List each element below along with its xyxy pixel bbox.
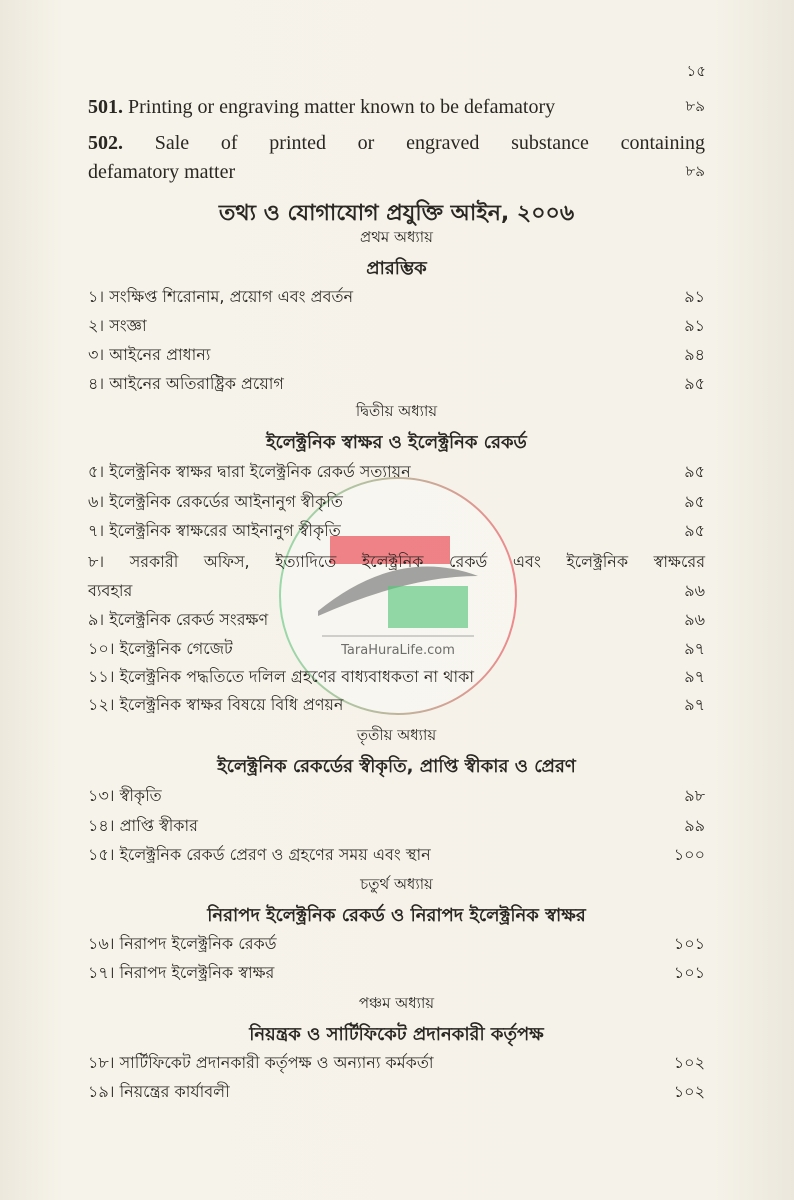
watermark-site: TaraHuraLife.com [341, 643, 455, 658]
chapter-label: পঞ্চম অধ্যায় [358, 994, 435, 1012]
toc-item-page: ১০১ [673, 963, 705, 982]
toc-item-text: ১০। ইলেক্ট্রনিক গেজেট [88, 639, 233, 658]
toc-item-text: ১৩। স্বীকৃতি [88, 786, 162, 805]
toc-item-page: ৯৭ [684, 667, 705, 686]
chapter-heading: ইলেক্ট্রনিক রেকর্ডের স্বীকৃতি, প্রাপ্তি স্বীকার ও প্রেরণ [217, 756, 576, 777]
toc-item-text: ১৬। নিরাপদ ইলেক্ট্রনিক রেকর্ড [88, 934, 277, 953]
toc-item-text: ১। সংক্ষিপ্ত শিরোনাম, প্রয়োগ এবং প্রবর্তন [88, 287, 354, 306]
entry-text: defamatory matter [88, 161, 236, 183]
toc-item-text: ১৯। নিয়ন্ত্রের কার্যাবলী [88, 1082, 230, 1101]
toc-item-page: ১০০ [673, 845, 705, 864]
page-number: ১৫ [686, 62, 706, 80]
chapter-heading: প্রারম্ভিক [366, 258, 427, 279]
toc-item-page: ৯৫ [684, 492, 705, 511]
chapter-heading: নিয়ন্ত্রক ও সার্টিফিকেট প্রদানকারী কর্তৃপক্ষ [249, 1024, 544, 1045]
toc-item-text: ১৪। প্রাপ্তি স্বীকার [88, 816, 198, 835]
chapter-label: দ্বিতীয় অধ্যায় [355, 402, 438, 420]
act-title: তথ্য ও যোগাযোগ প্রযুক্তি আইন, ২০০৬ [218, 201, 575, 226]
toc-item-text: ১১। ইলেক্ট্রনিক পদ্ধতিতে দলিল গ্রহণের বাধ্যবাধকতা না থাকা [88, 667, 474, 686]
entry-text: Sale of printed or engraved substance containing [154, 132, 706, 154]
toc-item-page: ৯৬ [684, 581, 705, 600]
toc-item-text: ৮। সরকারী অফিস, ইত্যাদিতে ইলেক্ট্রনিক রেকর্ড এবং ইলেক্ট্রনিক স্বাক্ষরের [88, 552, 705, 571]
toc-item-text: ৩। আইনের প্রাধান্য [88, 345, 211, 364]
chapter-label: প্রথম অধ্যায় [360, 228, 433, 246]
chapter-label: চতুর্থ অধ্যায় [360, 875, 433, 893]
toc-item-page: ৯১ [684, 287, 705, 306]
entry-number: 502. [88, 132, 123, 154]
toc-item-page: ৯৮ [684, 786, 705, 805]
toc-item-page: ৯৭ [684, 695, 705, 714]
toc-item-text: ১৫। ইলেক্ট্রনিক রেকর্ড প্রেরণ ও গ্রহণের সময় এবং স্থান [88, 845, 431, 864]
toc-item-page: ৯৭ [684, 639, 705, 658]
toc-item-page: ৯৫ [684, 462, 705, 481]
toc-item-text: ৯। ইলেক্ট্রনিক রেকর্ড সংরক্ষণ [88, 610, 269, 629]
toc-item-text: ৭। ইলেক্ট্রনিক স্বাক্ষরের আইনানুগ স্বীকৃতি [88, 521, 341, 540]
toc-item-text: ৬। ইলেক্ট্রনিক রেকর্ডের আইনানুগ স্বীকৃতি [88, 492, 343, 511]
entry-page: ৮৯ [685, 99, 705, 115]
toc-item-page: ৯১ [684, 316, 705, 335]
toc-item-page: ৯৫ [684, 521, 705, 540]
entry-page: ৮৯ [685, 164, 705, 180]
toc-item-text: ২। সংজ্ঞা [88, 316, 147, 335]
chapter-heading: ইলেক্ট্রনিক স্বাক্ষর ও ইলেক্ট্রনিক রেকর্ড [266, 432, 527, 453]
toc-item-page: ৯৬ [684, 610, 705, 629]
toc-item-page: ৯৪ [684, 345, 705, 364]
toc-item-text: ১২। ইলেক্ট্রনিক স্বাক্ষর বিষয়ে বিধি প্রণয়ন [88, 695, 344, 714]
toc-item-text: ১৮। সার্টিফিকেট প্রদানকারী কর্তৃপক্ষ ও অন্যান্য কর্মকর্তা [88, 1053, 434, 1072]
toc-item-text: ব্যবহার [88, 581, 133, 600]
toc-item-text: ৪। আইনের অতিরাষ্ট্রিক প্রয়োগ [88, 374, 284, 393]
toc-item-text: ৫। ইলেক্ট্রনিক স্বাক্ষর দ্বারা ইলেক্ট্রনিক রেকর্ড সত্যায়ন [88, 462, 411, 481]
chapter-label: তৃতীয় অধ্যায় [356, 726, 437, 744]
entry-text: Printing or engraving matter known to be defamatory [128, 96, 556, 118]
toc-item-text: ১৭। নিরাপদ ইলেক্ট্রনিক স্বাক্ষর [88, 963, 275, 982]
toc-item-page: ৯৯ [684, 816, 705, 835]
toc-item-page: ১০২ [673, 1082, 705, 1101]
toc-item-page: ১০১ [673, 934, 705, 953]
chapter-heading: নিরাপদ ইলেক্ট্রনিক রেকর্ড ও নিরাপদ ইলেক্ট্রনিক স্বাক্ষর [207, 905, 586, 926]
toc-item-page: ১০২ [673, 1053, 705, 1072]
toc-item-page: ৯৫ [684, 374, 705, 393]
entry-number: 501. [88, 96, 123, 118]
